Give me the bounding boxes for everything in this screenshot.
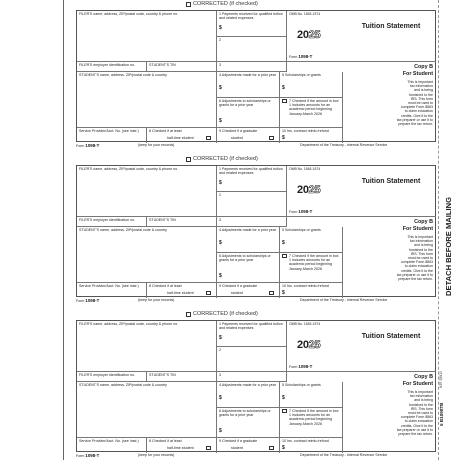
corrected-label: CORRECTED (if checked) bbox=[193, 311, 258, 317]
box6-label: 6 Adjustments to scholarships or grants for a prior year bbox=[219, 254, 271, 263]
box4-label: 4 Adjustments made for a prior year bbox=[219, 383, 276, 387]
filer-ein-cell[interactable] bbox=[77, 217, 147, 227]
box7-label: 7 Checked if the amount in box 1 includes amounts for an academic period beginning January-March 2026 bbox=[289, 99, 339, 116]
form-title: Tuition Statement bbox=[361, 333, 421, 340]
box1-cell[interactable] bbox=[217, 11, 287, 37]
margin-tick bbox=[63, 5, 64, 11]
box9-checkbox[interactable] bbox=[269, 291, 274, 295]
copy-info-text: This is important tax information and is being furnished to the IRS. This form must be used to complete Form 8863 to claim education credits. Give it to the tax preparer or use it to prepare the tax return. bbox=[396, 390, 433, 437]
box4-label: 4 Adjustments made for a prior year bbox=[219, 228, 276, 232]
service-provider-label: Service Provider/Acct. No. (see instr.) bbox=[79, 284, 139, 288]
box5-dollar: $ bbox=[282, 85, 285, 91]
student-name-cell[interactable] bbox=[77, 227, 217, 283]
form-number-footer: Form 1098-T bbox=[76, 453, 100, 458]
box7-cell[interactable] bbox=[280, 253, 343, 283]
box10-label: 10 Ins. contract reimb./refund bbox=[282, 439, 329, 443]
form-1098t-copy bbox=[76, 0, 436, 146]
box1-dollar: $ bbox=[219, 25, 222, 31]
box10-label: 10 Ins. contract reimb./refund bbox=[282, 129, 329, 133]
corrected-box[interactable] bbox=[186, 157, 191, 162]
box5-cell[interactable] bbox=[280, 227, 343, 253]
box8-checkbox[interactable] bbox=[206, 446, 211, 450]
box1-cell[interactable] bbox=[217, 166, 287, 192]
box9-cell[interactable] bbox=[217, 128, 280, 143]
box7-checkbox[interactable] bbox=[282, 254, 287, 258]
student-tin-label: STUDENT'S TIN bbox=[149, 63, 176, 67]
box9-label-b: student bbox=[231, 446, 243, 450]
box10-cell[interactable] bbox=[280, 438, 343, 453]
box1-label: 1 Payments received for qualified tuition and related expenses bbox=[219, 322, 283, 331]
box10-dollar: $ bbox=[282, 290, 285, 296]
title-cell bbox=[343, 166, 436, 217]
box8-label-b: half-time student bbox=[167, 446, 194, 450]
box7-cell[interactable] bbox=[280, 408, 343, 438]
box2-label: 2 bbox=[219, 38, 221, 42]
form-title: Tuition Statement bbox=[361, 178, 421, 185]
filer-ein-label: FILER'S employer identification no. bbox=[79, 373, 136, 377]
box6-cell[interactable] bbox=[217, 253, 280, 283]
box2-cell[interactable] bbox=[217, 347, 287, 372]
corrected-checkbox[interactable] bbox=[186, 156, 258, 162]
box5-cell[interactable] bbox=[280, 382, 343, 408]
box9-label-b: student bbox=[231, 291, 243, 295]
box2-label: 2 bbox=[219, 193, 221, 197]
box4-cell[interactable] bbox=[217, 227, 280, 253]
form-grid bbox=[76, 10, 436, 142]
margin-tick bbox=[63, 454, 64, 460]
box5-cell[interactable] bbox=[280, 72, 343, 98]
student-name-label: STUDENT'S name, address, ZIP/postal code & country bbox=[79, 228, 167, 232]
box7-label: 7 Checked if the amount in box 1 includes amounts for an academic period beginning January-March 2026 bbox=[289, 409, 339, 426]
service-provider-cell[interactable] bbox=[77, 438, 147, 453]
student-tin-label: STUDENT'S TIN bbox=[149, 373, 176, 377]
box8-cell[interactable] bbox=[147, 283, 217, 298]
box6-dollar: $ bbox=[219, 428, 222, 434]
filer-name-cell[interactable] bbox=[77, 321, 217, 372]
box1-dollar: $ bbox=[219, 335, 222, 341]
student-name-cell[interactable] bbox=[77, 72, 217, 128]
corrected-checkbox[interactable] bbox=[186, 311, 258, 317]
box2-cell[interactable] bbox=[217, 192, 287, 217]
box4-label: 4 Adjustments made for a prior year bbox=[219, 73, 276, 77]
box5-dollar: $ bbox=[282, 240, 285, 246]
box3-label: 3 bbox=[219, 63, 221, 67]
tax-year: 2025 bbox=[297, 339, 321, 351]
service-provider-cell[interactable] bbox=[77, 128, 147, 143]
side-form-code: 5 B1098TB bbox=[439, 402, 444, 426]
form-number-footer: Form 1098-T bbox=[76, 298, 100, 303]
box6-cell[interactable] bbox=[217, 98, 280, 128]
copy-title: Copy B For Student bbox=[402, 64, 433, 77]
left-margin-line bbox=[63, 0, 64, 460]
filer-name-cell[interactable] bbox=[77, 166, 217, 217]
filer-ein-cell[interactable] bbox=[77, 372, 147, 382]
detach-label: DETACH BEFORE MAILING bbox=[444, 197, 453, 296]
filer-ein-cell[interactable] bbox=[77, 62, 147, 72]
form-grid bbox=[76, 320, 436, 452]
omb-number: OMB No. 1545-1574 bbox=[289, 12, 321, 16]
box7-label: 7 Checked if the amount in box 1 includes amounts for an academic period beginning January-March 2026 bbox=[289, 254, 339, 271]
box8-cell[interactable] bbox=[147, 438, 217, 453]
box6-label: 6 Adjustments to scholarships or grants for a prior year bbox=[219, 409, 271, 418]
student-tin-label: STUDENT'S TIN bbox=[149, 218, 176, 222]
corrected-checkbox[interactable] bbox=[186, 1, 258, 7]
form-number-top: Form 1098-T bbox=[289, 364, 313, 369]
box7-cell[interactable] bbox=[280, 98, 343, 128]
year-cell bbox=[287, 321, 343, 372]
box9-label-a: 9 Checked if a graduate bbox=[219, 284, 258, 288]
tax-year: 2025 bbox=[297, 184, 321, 196]
year-cell bbox=[287, 11, 343, 62]
keep-records-note: (keep for your records) bbox=[138, 453, 175, 457]
form-number-top: Form 1098-T bbox=[289, 54, 313, 59]
box5-dollar: $ bbox=[282, 395, 285, 401]
box9-label-a: 9 Checked if a graduate bbox=[219, 129, 258, 133]
margin-tick bbox=[63, 310, 64, 316]
box6-label: 6 Adjustments to scholarships or grants for a prior year bbox=[219, 99, 271, 108]
box9-label-a: 9 Checked if a graduate bbox=[219, 439, 258, 443]
box8-label-a: 8 Checked if at least bbox=[149, 129, 182, 133]
box4-dollar: $ bbox=[219, 240, 222, 246]
margin-tick bbox=[63, 155, 64, 161]
box2-label: 2 bbox=[219, 348, 221, 352]
box5-label: 5 Scholarships or grants bbox=[282, 228, 321, 232]
title-cell bbox=[343, 11, 436, 62]
student-tin-cell[interactable] bbox=[147, 217, 217, 227]
copy-cell bbox=[343, 62, 436, 143]
box4-cell[interactable] bbox=[217, 382, 280, 408]
box6-dollar: $ bbox=[219, 273, 222, 279]
student-tin-cell[interactable] bbox=[147, 372, 217, 382]
box9-label-b: student bbox=[231, 136, 243, 140]
box4-dollar: $ bbox=[219, 85, 222, 91]
box1-dollar: $ bbox=[219, 180, 222, 186]
detach-perforation-line bbox=[438, 0, 439, 460]
department-label: Department of the Treasury - Internal Revenue Service bbox=[300, 453, 388, 457]
box8-label-b: half-time student bbox=[167, 136, 194, 140]
box10-label: 10 Ins. contract reimb./refund bbox=[282, 284, 329, 288]
box3-cell[interactable] bbox=[217, 62, 287, 72]
copy-cell bbox=[343, 217, 436, 298]
copy-info-text: This is important tax information and is being furnished to the IRS. This form must be used to complete Form 8863 to claim education credits. Give it to the tax preparer or use it to prepare the tax return. bbox=[396, 80, 433, 127]
filer-ein-label: FILER'S employer identification no. bbox=[79, 218, 136, 222]
box8-checkbox[interactable] bbox=[206, 136, 211, 140]
form-number-top: Form 1098-T bbox=[289, 209, 313, 214]
form-grid bbox=[76, 165, 436, 297]
student-tin-cell[interactable] bbox=[147, 62, 217, 72]
box3-label: 3 bbox=[219, 373, 221, 377]
department-label: Department of the Treasury - Internal Revenue Service bbox=[300, 298, 388, 302]
box10-cell[interactable] bbox=[280, 283, 343, 298]
box6-dollar: $ bbox=[219, 118, 222, 124]
copy-title: Copy B For Student bbox=[402, 219, 433, 232]
year-cell bbox=[287, 166, 343, 217]
box10-dollar: $ bbox=[282, 135, 285, 141]
box5-label: 5 Scholarships or grants bbox=[282, 73, 321, 77]
box8-label-b: half-time student bbox=[167, 291, 194, 295]
corrected-label: CORRECTED (if checked) bbox=[193, 156, 258, 162]
box10-cell[interactable] bbox=[280, 128, 343, 143]
box1-label: 1 Payments received for qualified tuition and related expenses bbox=[219, 12, 283, 21]
service-provider-label: Service Provider/Acct. No. (see instr.) bbox=[79, 439, 139, 443]
box6-cell[interactable] bbox=[217, 408, 280, 438]
box1-label: 1 Payments received for qualified tuition and related expenses bbox=[219, 167, 283, 176]
box10-dollar: $ bbox=[282, 445, 285, 451]
filer-ein-label: FILER'S employer identification no. bbox=[79, 63, 136, 67]
box9-cell[interactable] bbox=[217, 283, 280, 298]
copy-title: Copy B For Student bbox=[402, 374, 433, 387]
box5-label: 5 Scholarships or grants bbox=[282, 383, 321, 387]
box9-cell[interactable] bbox=[217, 438, 280, 453]
box9-checkbox[interactable] bbox=[269, 446, 274, 450]
tax-year: 2025 bbox=[297, 29, 321, 41]
filer-name-label: FILER'S name, address, ZIP/postal code, country & phone no. bbox=[79, 322, 179, 326]
box7-checkbox[interactable] bbox=[282, 409, 287, 413]
keep-records-note: (keep for your records) bbox=[138, 143, 175, 147]
box3-cell[interactable] bbox=[217, 372, 287, 382]
omb-number: OMB No. 1545-1574 bbox=[289, 322, 321, 326]
box1-cell[interactable] bbox=[217, 321, 287, 347]
box7-checkbox[interactable] bbox=[282, 99, 287, 103]
box9-checkbox[interactable] bbox=[269, 136, 274, 140]
form-number-footer: Form 1098-T bbox=[76, 143, 100, 148]
box8-cell[interactable] bbox=[147, 128, 217, 143]
copy-cell bbox=[343, 372, 436, 453]
filer-name-cell[interactable] bbox=[77, 11, 217, 62]
filer-name-label: FILER'S name, address, ZIP/postal code, country & phone no. bbox=[79, 12, 179, 16]
form-title: Tuition Statement bbox=[361, 23, 421, 30]
keep-records-note: (keep for your records) bbox=[138, 298, 175, 302]
corrected-label: CORRECTED (if checked) bbox=[193, 1, 258, 7]
service-provider-cell[interactable] bbox=[77, 283, 147, 298]
copy-info-text: This is important tax information and is being furnished to the IRS. This form must be used to complete Form 8863 to claim education credits. Give it to the tax preparer or use it to prepare the tax return. bbox=[396, 235, 433, 282]
box3-label: 3 bbox=[219, 218, 221, 222]
box8-label-a: 8 Checked if at least bbox=[149, 284, 182, 288]
department-label: Department of the Treasury - Internal Revenue Service bbox=[300, 143, 388, 147]
side-small-code: NTF 25910 bbox=[439, 371, 443, 388]
form-1098t-copy bbox=[76, 155, 436, 301]
corrected-box[interactable] bbox=[186, 312, 191, 317]
service-provider-label: Service Provider/Acct. No. (see instr.) bbox=[79, 129, 139, 133]
box2-cell[interactable] bbox=[217, 37, 287, 62]
omb-number: OMB No. 1545-1574 bbox=[289, 167, 321, 171]
title-cell bbox=[343, 321, 436, 372]
student-name-label: STUDENT'S name, address, ZIP/postal code & country bbox=[79, 73, 167, 77]
box8-label-a: 8 Checked if at least bbox=[149, 439, 182, 443]
box8-checkbox[interactable] bbox=[206, 291, 211, 295]
corrected-box[interactable] bbox=[186, 2, 191, 7]
box4-dollar: $ bbox=[219, 395, 222, 401]
form-1098t-copy bbox=[76, 310, 444, 458]
filer-name-label: FILER'S name, address, ZIP/postal code, country & phone no. bbox=[79, 167, 179, 171]
box4-cell[interactable] bbox=[217, 72, 280, 98]
student-name-label: STUDENT'S name, address, ZIP/postal code & country bbox=[79, 383, 167, 387]
student-name-cell[interactable] bbox=[77, 382, 217, 438]
box3-cell[interactable] bbox=[217, 217, 287, 227]
